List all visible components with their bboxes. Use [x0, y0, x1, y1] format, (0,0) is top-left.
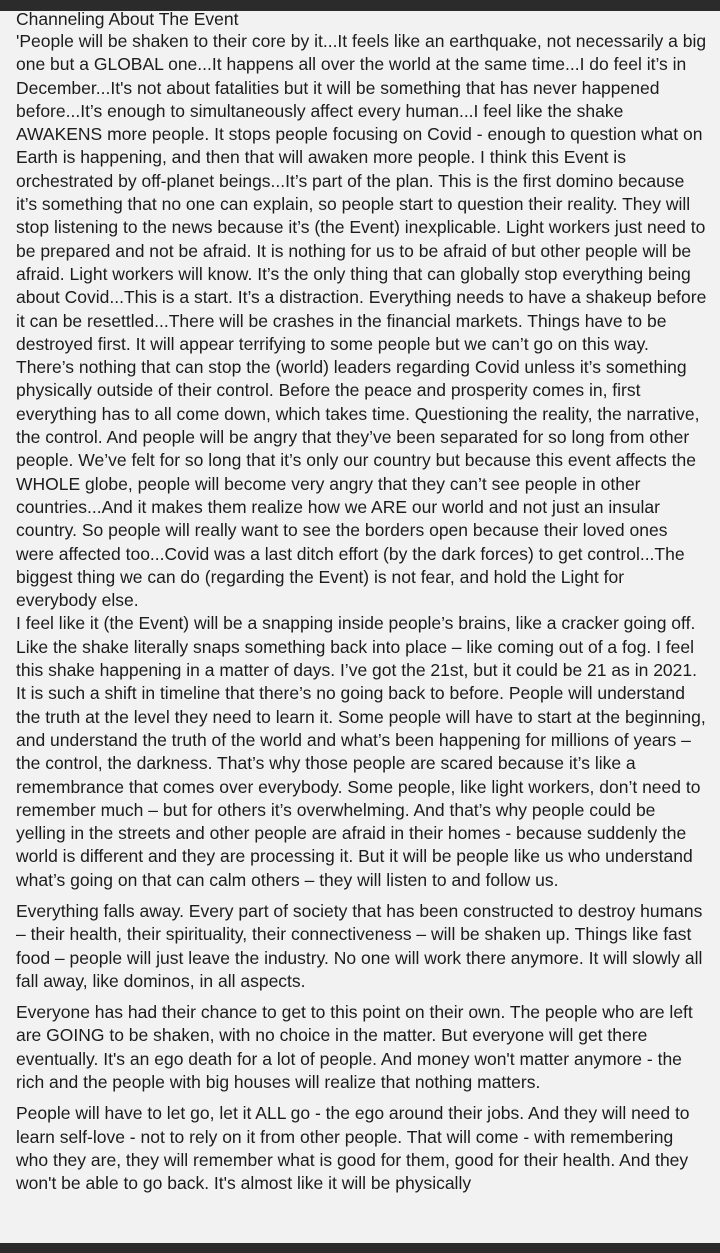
paragraph-5: People will have to let go, let it ALL go - the ego around their jobs. And they will need to learn self-love - not to rely on it from other people. That will come - with remembering who they are, they will remember what is good for them, good for their health. And they won't be able to go back. It's almost like it will be physically	[16, 1103, 690, 1194]
paragraph-3: Everything falls away. Every part of society that has been constructed to destroy humans – their health, their spirituality, their connectiveness – will be shaken up. Things like fast food – people will just leave the industry. No one will work there anymore. It will slowly all fall away, like dominos, in all aspects.	[16, 900, 703, 991]
document-title: Channeling About The Event	[16, 9, 239, 29]
document-body	[16, 9, 708, 1242]
paragraph-2: I feel like it (the Event) will be a snapping inside people’s brains, like a cracker going off. Like the shake literally snaps something back into place – like coming out of a fog. I feel this shake happening in a matter of days. I’ve got the 21st, but it could be 21 as in 2021. It is such a shift in timeline that there’s no going back to before. People will understand the truth at the level they need to learn it. Some people will have to start at the beginning, and understand the truth of the world and what’s been happening for millions of years – the control, the darkness. That’s why those people are scared because it’s like a remembrance that comes over everybody. Some people, like light workers, don’t need to remember much – but for others it’s overwhelming. And that’s why people could be yelling in the streets and other people are afraid in their homes - because suddenly the world is different and they are processing it. But it will be people like us who understand what’s going on that can calm others – they will listen to and follow us.	[16, 613, 706, 890]
paragraph-4: Everyone has had their chance to get to this point on their own. The people who are left are GOING to be shaken, with no choice in the matter. But everyone will get there eventually. It's an ego death for a lot of people. And money won't matter anymore - the rich and the people with big houses will realize that nothing matters.	[16, 1002, 693, 1093]
bottom-navigation-bar	[0, 1243, 720, 1253]
paragraph-1: 'People will be shaken to their core by it...It feels like an earthquake, not necessarily a big one but a GLOBAL one...It happens all over the world at the same time...I do feel it’s in December...It's not about fatalities but it will be something that has never happened before...It’s enough to simultaneously affect every human...I feel like the shake AWAKENS more people. It stops people focusing on Covid - enough to question what on Earth is happening, and then that will awaken more people. I think this Event is orchestrated by off-planet beings...It’s part of the plan. This is the first domino because it’s something that no one can explain, so people start to question their reality. They will stop listening to the news because it’s (the Event) inexplicable. Light workers just need to be prepared and not be afraid. It is nothing for us to be afraid of but other people will be afraid. Light workers will know. It’s the only thing that can globally stop everything being about Covid...This is a start. It’s a distraction. Everything needs to have a shakeup before it can be resettled...There will be crashes in the financial markets. Things have to be destroyed first. It will appear terrifying to some people but we can’t go on this way. There’s nothing that can stop the (world) leaders regarding Covid unless it’s something physically outside of their control. Before the peace and prosperity comes in, first everything has to all come down, which takes time. Questioning the reality, the narrative, the control. And people will be angry that they’ve been separated for so long from other people. We’ve felt for so long that it’s only our country but because this event affects the WHOLE globe, people will become very angry that they can’t see people in other countries...And it makes them realize how we ARE our world and not just an insular country. So people will really want to see the borders open because their loved ones were affected too...Covid was a last ditch effort (by the dark forces) to get control...The biggest thing we can do (regarding the Event) is not fear, and hold the Light for everybody else.	[16, 31, 707, 611]
